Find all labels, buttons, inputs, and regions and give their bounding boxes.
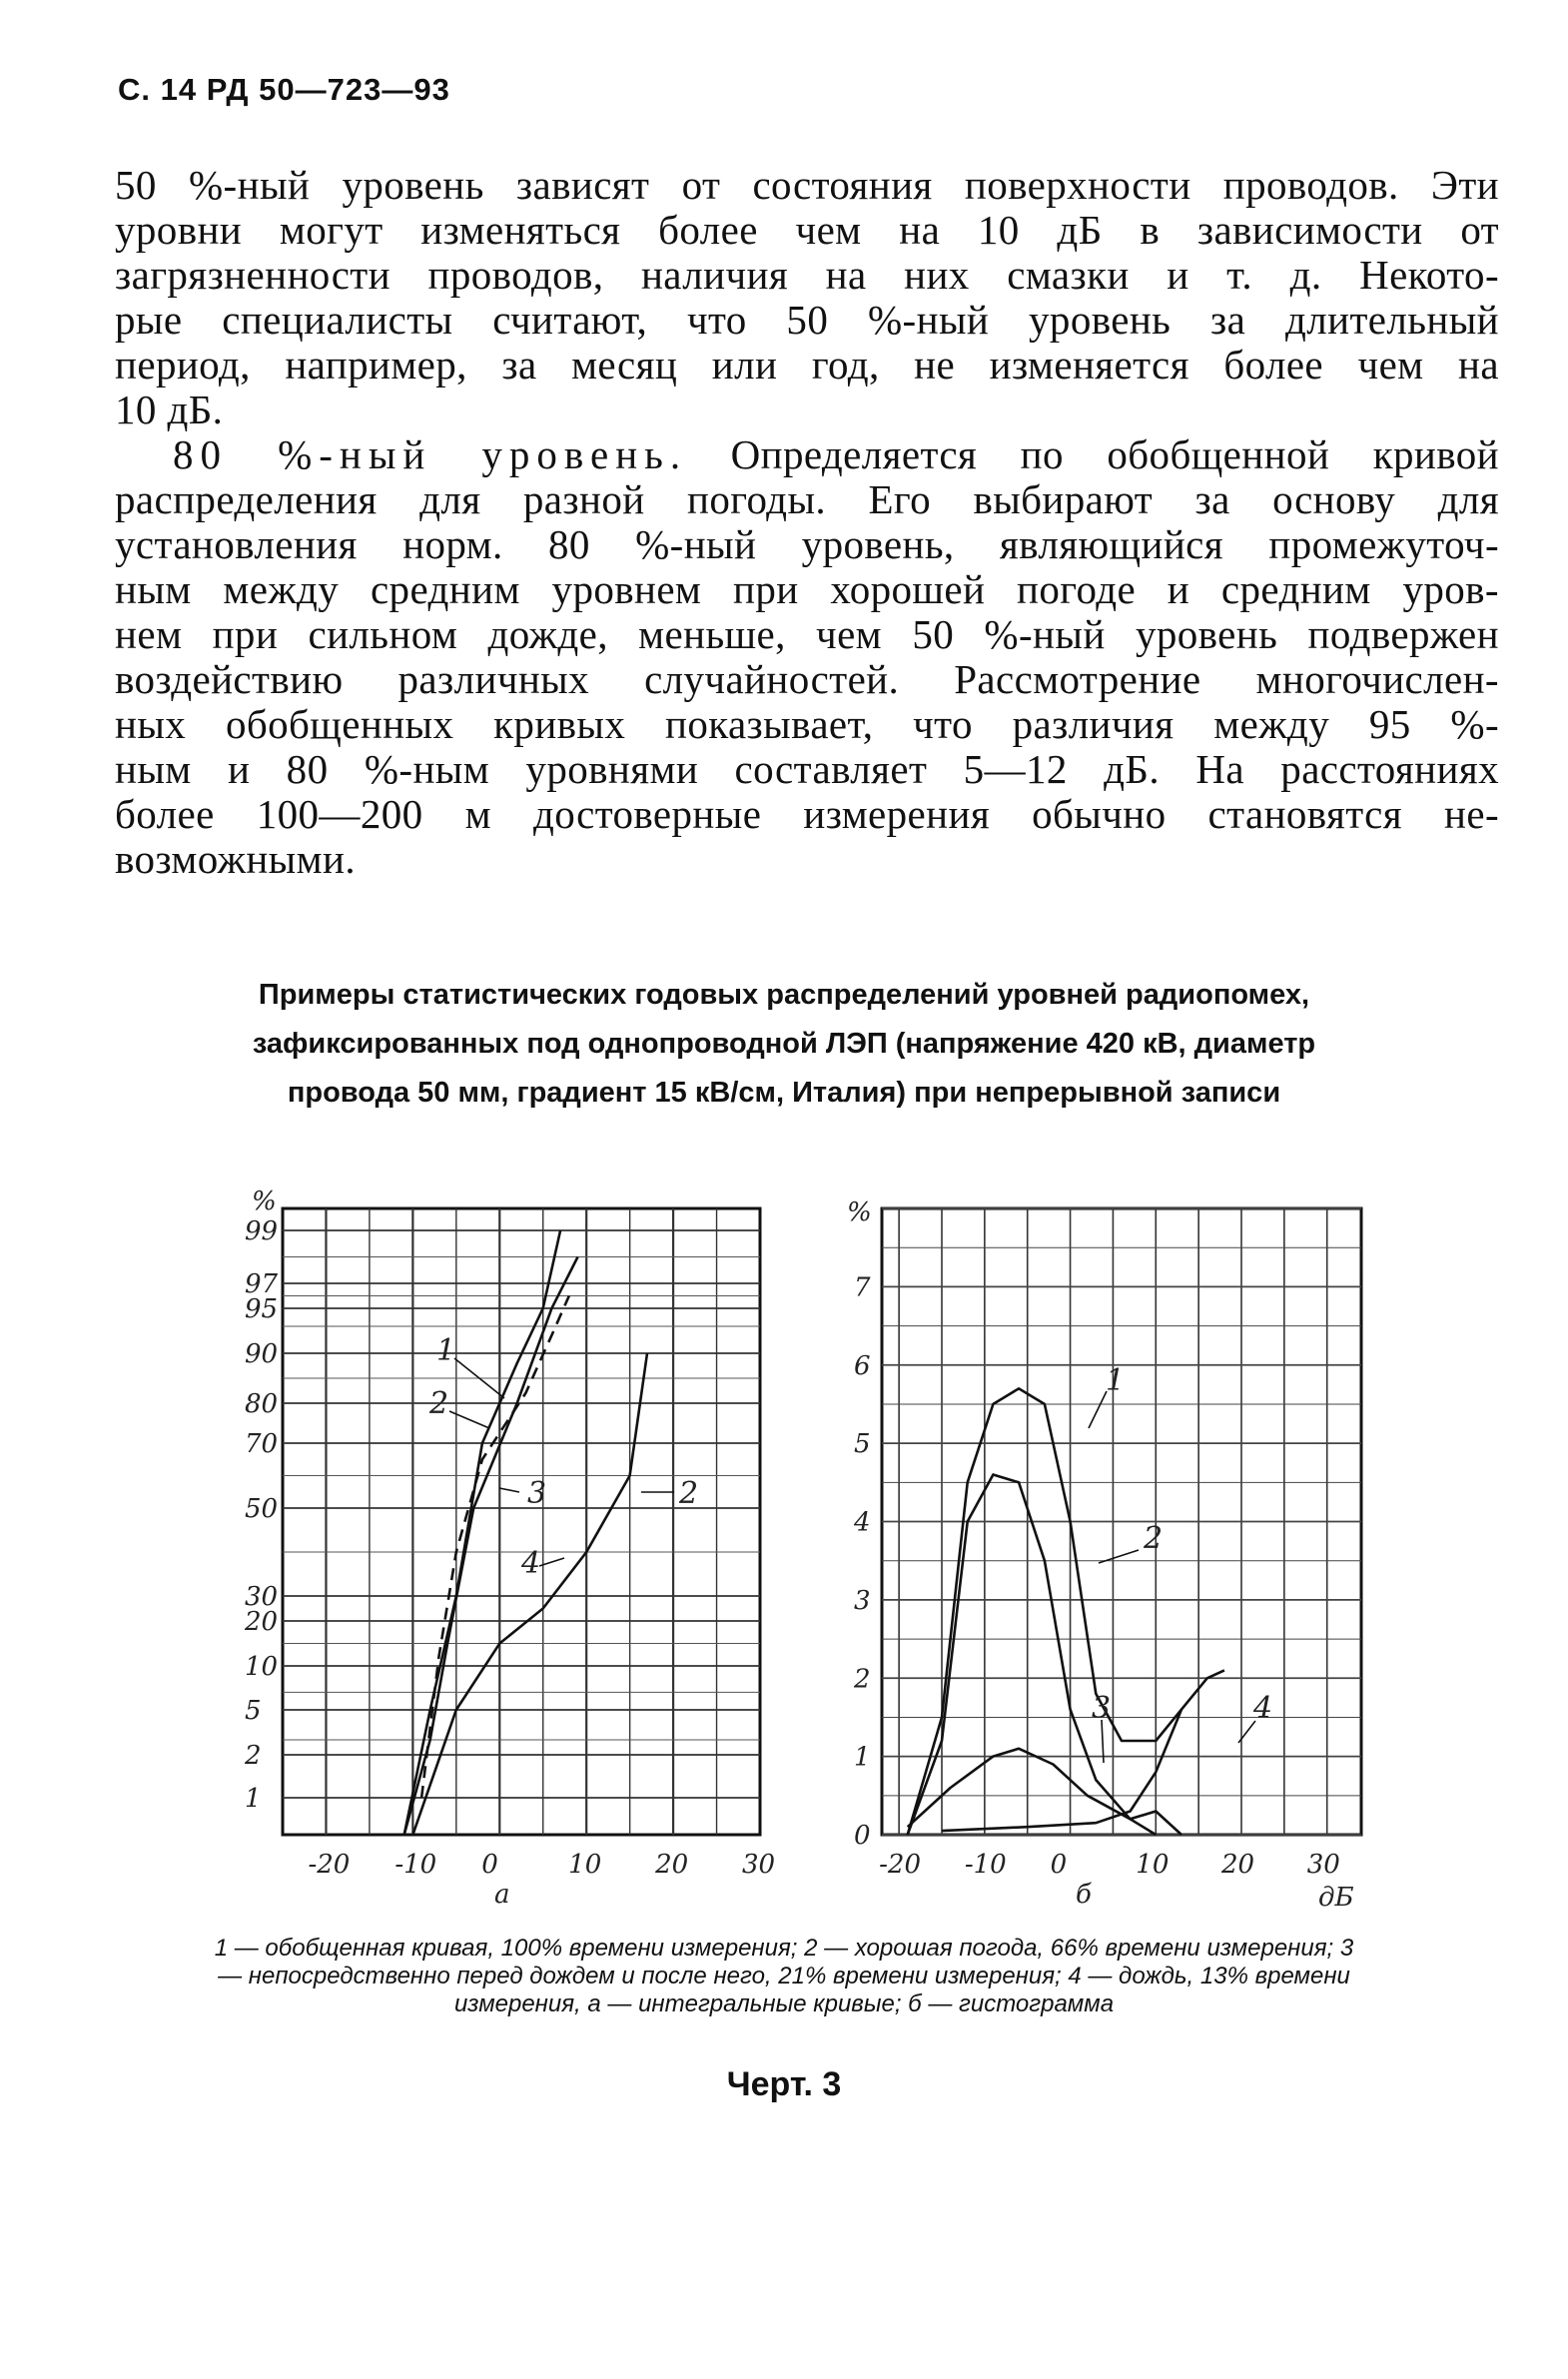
figure-label: Черт. 3	[726, 2065, 842, 2103]
curve-label: 2	[429, 1386, 449, 1421]
text-line: загрязненности проводов, наличия на них смазки и т. д. Некото-	[115, 252, 1499, 298]
series-curve-1	[908, 1388, 1181, 1835]
y-tick-label: 70	[245, 1429, 279, 1459]
x-tick-label: 10	[1136, 1850, 1170, 1880]
chart-a-frame	[283, 1208, 760, 1835]
label-leader-line	[499, 1488, 519, 1492]
series-curve-1	[404, 1230, 560, 1835]
curve-label: 4	[521, 1546, 541, 1581]
y-tick-label: 7	[854, 1272, 871, 1303]
text-line: возможными.	[115, 836, 356, 882]
y-tick-label: 80	[245, 1389, 279, 1419]
y-tick-label: 90	[245, 1339, 279, 1369]
label-leader-line	[449, 1411, 489, 1428]
x-tick-label: 0	[481, 1850, 498, 1880]
x-tick-label: -20	[879, 1850, 922, 1880]
curve-label: 1	[436, 1333, 456, 1368]
chart-a	[244, 1208, 775, 1880]
curve-label: 3	[527, 1476, 547, 1511]
series-curve-3	[421, 1296, 569, 1799]
curve-label: 2	[679, 1476, 699, 1511]
label-leader-line	[1089, 1391, 1107, 1428]
curve-label: 4	[1253, 1691, 1273, 1726]
text-line: ным между средним уровнем при хорошей погоде и средним уров-	[115, 566, 1499, 612]
y-tick-label: 1	[245, 1784, 262, 1814]
x-tick-label: 20	[655, 1850, 689, 1880]
y-tick-label: 99	[245, 1216, 279, 1246]
y-tick-label: 5	[245, 1696, 262, 1726]
x-tick-label: 30	[1306, 1850, 1340, 1880]
page-header: С. 14 РД 50—723—93	[118, 72, 450, 107]
text-line: 50 %-ный уровень зависят от состояния поверхности проводов. Эти	[115, 162, 1499, 208]
series-curve-2	[908, 1475, 1157, 1836]
text-line: 10 дБ.	[115, 387, 224, 432]
x-tick-label: 10	[568, 1850, 602, 1880]
curve-label: 2	[1144, 1521, 1164, 1556]
series-curve-2	[404, 1257, 578, 1836]
line-text: Определяется по обобщенной кривой	[687, 431, 1499, 477]
chart-b-panel-label: б	[1076, 1880, 1092, 1910]
figure-title: Примеры статистических годовых распределений уровней радиопомех, зафиксированных под однопроводной ЛЭП (напряжение 420 кВ, диаметр провода 50 мм, градиент 15 кВ/см, Италия) при непрерывной записи	[252, 979, 1316, 1109]
text-line: ных обобщенных кривых показывает, что различия между 95 %-	[115, 701, 1499, 747]
y-tick-label: 30	[245, 1582, 279, 1612]
text-line: уровни могут изменяться более чем на 10 дБ в зависимости от	[115, 207, 1499, 253]
chart-b-x-unit: дБ	[1318, 1883, 1354, 1913]
y-tick-label: 5	[854, 1429, 871, 1460]
chart-a-y-unit: %	[252, 1187, 277, 1216]
x-tick-label: 0	[1050, 1850, 1068, 1880]
y-tick-label: 4	[854, 1507, 871, 1538]
curve-label: 3	[1092, 1691, 1112, 1726]
x-tick-label: -20	[308, 1850, 351, 1880]
y-tick-label: 95	[245, 1294, 279, 1324]
text-line: период, например, за месяц или год, не изменяется более чем на	[115, 342, 1499, 388]
spaced-term: 80 %-ный уровень.	[173, 431, 688, 477]
y-tick-label: 2	[854, 1664, 871, 1695]
series-curve-3	[908, 1749, 1181, 1835]
text-line: воздействию различных случайностей. Рассмотрение многочислен-	[115, 656, 1499, 702]
figure-legend: 1 — обобщенная кривая, 100% времени измерения; 2 — хорошая погода, 66% времени измерения; 3 — непосредственно перед дождем и после него, 21% времени измерения; 4 — дождь, 13% времени измерения, а — интегральные кривые; б — гистограмма	[214, 1935, 1354, 2017]
x-tick-label: -10	[394, 1850, 437, 1880]
text-line: более 100—200 м достоверные измерения обычно становятся не-	[115, 791, 1499, 837]
y-tick-label: 3	[854, 1585, 871, 1616]
y-tick-label: 2	[245, 1741, 262, 1771]
text-line: ным и 80 %-ным уровнями составляет 5—12 дБ. На расстояниях	[115, 746, 1499, 792]
y-tick-label: 0	[854, 1821, 871, 1851]
text-line: рые специалисты считают, что 50 %-ный уровень за длительный	[115, 297, 1499, 343]
chart-b	[853, 1208, 1361, 1880]
text-line: распределения для разной погоды. Его выбирают за основу для	[115, 476, 1499, 522]
y-tick-label: 1	[854, 1742, 871, 1773]
text-line: установления норм. 80 %-ный уровень, являющийся промежуточ-	[115, 521, 1499, 567]
y-tick-label: 97	[245, 1269, 279, 1299]
x-tick-label: 20	[1221, 1850, 1255, 1880]
y-tick-label: 50	[245, 1494, 279, 1524]
y-tick-label: 20	[245, 1607, 279, 1637]
x-tick-label: -10	[964, 1850, 1007, 1880]
y-tick-label: 10	[245, 1652, 279, 1682]
x-tick-label: 30	[742, 1850, 776, 1880]
chart-a-panel-label: а	[494, 1880, 510, 1910]
y-tick-label: 6	[854, 1350, 871, 1381]
text-line: нем при сильном дожде, меньше, чем 50 %-ный уровень подвержен	[115, 611, 1499, 657]
curve-label: 1	[1106, 1363, 1126, 1398]
chart-b-y-unit: %	[847, 1197, 872, 1227]
